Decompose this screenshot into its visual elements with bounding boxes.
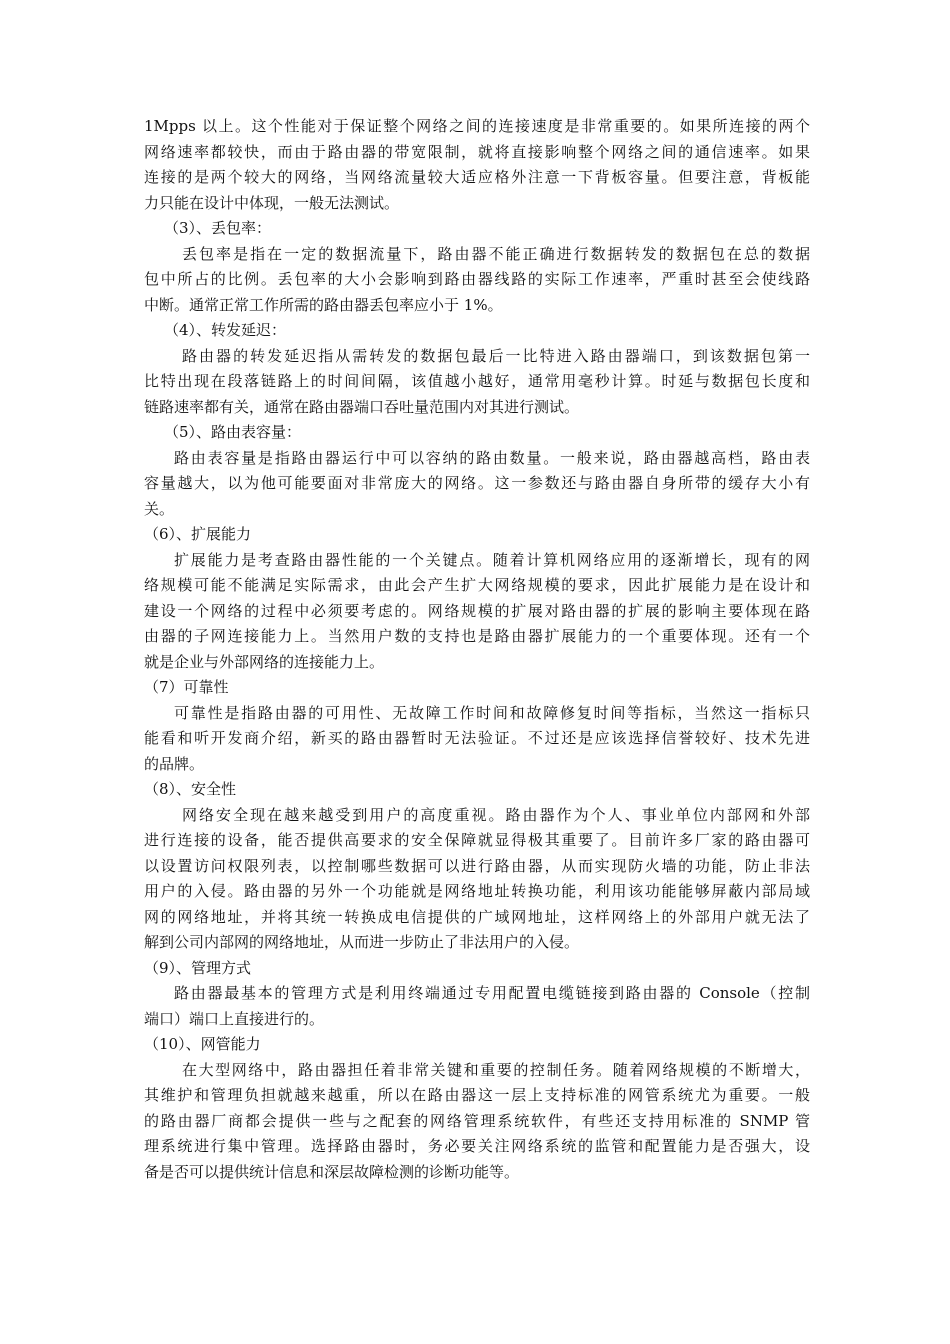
paragraph-line: 可靠性是指路由器的可用性、无故障工作时间和故障修复时间等指标，当然这一指标只 (174, 703, 810, 722)
paragraph-line: 网络安全现在越来越受到用户的高度重视。路由器作为个人、事业单位内部网和外部 (182, 805, 810, 824)
paragraph-line: 由器的子网连接能力上。当然用户数的支持也是路由器扩展能力的一个重要体现。还有一个 (144, 627, 810, 645)
paragraph-line: 容量越大，以为他可能要面对非常庞大的网络。这一参数还与路由器自身所带的缓存大小有 (144, 474, 810, 492)
section-heading: （4）、转发延迟： (164, 321, 287, 339)
paragraph-line: 包中所占的比例。丢包率的大小会影响到路由器线路的实际工作速率，严重时甚至会使线路 (144, 270, 810, 288)
paragraph-line: 络规模可能不能满足实际需求，由此会产生扩大网络规模的要求，因此扩展能力是在设计和 (144, 576, 810, 594)
paragraph-line: 连接的是两个较大的网络，当网络流量较大适应格外注意一下背板容量。但要注意，背板能 (144, 168, 810, 186)
paragraph-line: 其维护和管理负担就越来越重，所以在路由器这一层上支持标准的网管系统尤为重要。一般 (144, 1086, 810, 1104)
paragraph-line: 中断。通常正常工作所需的路由器丢包率应小于 1%。 (144, 295, 503, 314)
section-heading: （3）、丢包率： (164, 219, 272, 237)
section-heading: （10）、网管能力 (144, 1035, 261, 1053)
section-heading: （7）可靠性 (144, 678, 229, 696)
paragraph-line: 进行连接的设备，能否提供高要求的安全保障就显得极其重要了。目前许多厂家的路由器可 (144, 831, 810, 849)
paragraph-line: 扩展能力是考查路由器性能的一个关键点。随着计算机网络应用的逐渐增长，现有的网 (174, 550, 810, 569)
paragraph-line: 在大型网络中，路由器担任着非常关键和重要的控制任务。随着网络规模的不断增大， (182, 1060, 810, 1079)
paragraph-line: 链路速率都有关，通常在路由器端口吞吐量范围内对其进行测试。 (144, 397, 580, 416)
paragraph-line: 丢包率是指在一定的数据流量下，路由器不能正确进行数据转发的数据包在总的数据 (182, 244, 810, 263)
paragraph-line: 关。 (144, 499, 175, 518)
paragraph-line: 比特出现在段落链路上的时间间隔，该值越小越好，通常用毫秒计算。时延与数据包长度和 (144, 372, 810, 390)
paragraph-line: 以设置访问权限列表，以控制哪些数据可以进行路由器，从而实现防火墙的功能，防止非法 (144, 856, 810, 875)
paragraph-line: 用户的入侵。路由器的另外一个功能就是网络地址转换功能，利用该功能能够屏蔽内部局域 (144, 882, 810, 900)
section-heading: （6）、扩展能力 (144, 525, 252, 543)
paragraph-line: 的路由器厂商都会提供一些与之配套的网络管理系统软件，有些还支持用标准的 SNMP 管 (144, 1111, 810, 1130)
paragraph-line: 能看和听开发商介绍，新买的路由器暂时无法验证。不过还是应该选择信誉较好、技术先进 (144, 729, 810, 747)
paragraph-line: 网络速率都较快，而由于路由器的带宽限制，就将直接影响整个网络之间的通信速率。如果 (144, 142, 810, 161)
section-heading: （8）、安全性 (144, 780, 237, 798)
paragraph-line: 的品牌。 (144, 754, 205, 773)
paragraph-line: 备是否可以提供统计信息和深层故障检测的诊断功能等。 (144, 1162, 520, 1181)
paragraph-line: 端口）端口上直接进行的。 (144, 1009, 325, 1028)
paragraph-line: 路由表容量是指路由器运行中可以容纳的路由数量。一般来说，路由器越高档，路由表 (174, 448, 810, 467)
paragraph-line: 路由器的转发延迟指从需转发的数据包最后一比特进入路由器端口，到该数据包第一 (182, 346, 810, 365)
paragraph-line: 理系统进行集中管理。选择路由器时，务必要关注网络系统的监管和配置能力是否强大，设 (144, 1137, 810, 1155)
paragraph-line: 就是企业与外部网络的连接能力上。 (144, 652, 385, 671)
section-heading: （5）、路由表容量： (164, 423, 302, 441)
paragraph-line: 力只能在设计中体现，一般无法测试。 (144, 193, 400, 212)
paragraph-line: 网的网络地址，并将其统一转换成电信提供的广域网地址，这样网络上的外部用户就无法了 (144, 907, 810, 926)
paragraph-line: 1Mpps 以上。这个性能对于保证整个网络之间的连接速度是非常重要的。如果所连接的两个 (144, 117, 810, 135)
paragraph-line: 建设一个网络的过程中必须要考虑的。网络规模的扩展对路由器的扩展的影响主要体现在路 (144, 601, 810, 620)
document-page (144, 114, 810, 1185)
paragraph-line: 解到公司内部网的网络地址，从而进一步防止了非法用户的入侵。 (144, 933, 580, 951)
section-heading: （9）、管理方式 (144, 958, 252, 977)
paragraph-line: 路由器最基本的管理方式是利用终端通过专用配置电缆链接到路由器的 Console（控制 (174, 984, 810, 1002)
